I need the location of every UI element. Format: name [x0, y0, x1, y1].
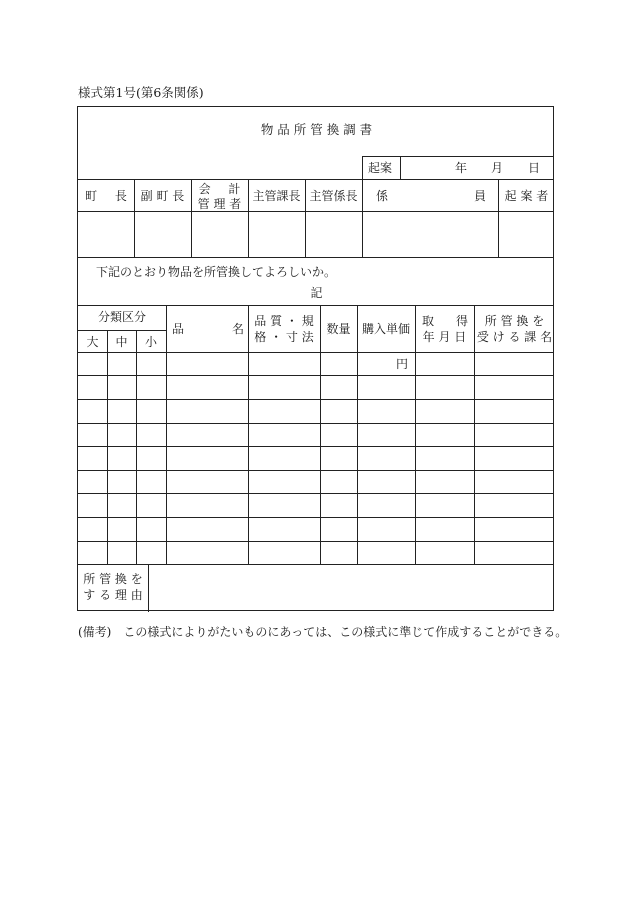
- quantity-header: 数量: [326, 322, 351, 336]
- reason-label-line1: 所 管 換 を: [83, 572, 143, 586]
- row-line-4: [78, 446, 553, 447]
- kian-month-label: 月: [491, 161, 504, 175]
- transfer-form: [77, 106, 554, 611]
- col-line-quality-quantity: [320, 305, 321, 564]
- col-line-dai-chu: [107, 330, 108, 564]
- items-header-top-line: [78, 305, 553, 306]
- hinmei-header-left: 品: [172, 322, 185, 336]
- col-line-price-acquired: [415, 305, 416, 564]
- kian-day-label: 日: [528, 161, 541, 175]
- items-header-bottom-line: [78, 352, 553, 353]
- kian-left-line: [362, 156, 363, 179]
- hinmei-header-right: 名: [232, 322, 245, 336]
- sho-header: 小: [144, 335, 157, 349]
- row-line-8: [78, 541, 553, 542]
- approver-shukankacho-label: 主管課長: [252, 189, 301, 203]
- ki-label: 記: [310, 286, 323, 300]
- classification-split-line: [78, 330, 166, 331]
- approval-header-bottom-line: [78, 211, 553, 212]
- approval-stamp-bottom-line: [78, 257, 553, 258]
- approver-fukuchocho-label: 副 町 長: [140, 189, 185, 203]
- kian-year-label: 年: [455, 161, 468, 175]
- approver-in-label: 員: [474, 189, 487, 203]
- dai-header: 大: [86, 335, 99, 349]
- kian-label-divider: [400, 156, 401, 179]
- form-title: 物 品 所 管 換 調 書: [260, 122, 373, 137]
- classification-header: 分類区分: [97, 310, 146, 324]
- acquired-header-left: 取: [422, 314, 435, 328]
- row-line-1: [78, 375, 553, 376]
- acquired-header-right: 得: [456, 314, 469, 328]
- approver-chocho-label: 町 長: [85, 189, 127, 203]
- reason-divider: [148, 564, 149, 612]
- col-line-acquired-receiving: [474, 305, 475, 564]
- row-line-2: [78, 399, 553, 400]
- row-line-9: [78, 564, 553, 565]
- row-line-3: [78, 423, 553, 424]
- remarks-note: [78, 623, 567, 640]
- form-number-label: 様式第1号(第6条関係): [78, 85, 204, 100]
- approver-shukankakaricho-label: 主管係長: [309, 189, 358, 203]
- receiving-header-line2: 受 け る 課 名: [476, 330, 553, 344]
- col-line-sho-hinmei: [166, 305, 167, 564]
- row-line-6: [78, 493, 553, 494]
- remarks-label: (備考): [78, 625, 112, 639]
- approver-kiansha-label: 起 案 者: [504, 189, 549, 203]
- approver-kaikei-label-line1: 会 計: [198, 182, 241, 196]
- approver-kakari-label: 係: [376, 189, 389, 203]
- kian-label: 起案: [368, 161, 393, 175]
- col-line-chu-sho: [136, 330, 137, 564]
- col-line-quantity-price: [357, 305, 358, 564]
- row-line-5: [78, 470, 553, 471]
- request-sentence: 下記のとおり物品を所管換してよろしいか。: [96, 265, 337, 279]
- quality-header-line1: 品 質 ・ 規: [254, 314, 314, 328]
- approval-divider-5: [362, 179, 363, 257]
- reason-label-line2: す る 理 由: [83, 588, 143, 602]
- receiving-header-line1: 所 管 換 を: [484, 314, 545, 328]
- yen-unit: 円: [396, 357, 409, 371]
- remarks-text: この様式によりがたいものにあっては、この様式に準じて作成することができる。: [123, 625, 568, 639]
- quality-header-line2: 格 ・ 寸 法: [254, 330, 314, 344]
- acquired-header-line2: 年 月 日: [422, 330, 467, 344]
- unit-price-header: 購入単価: [361, 322, 410, 336]
- approver-kaikei-label-line2: 管 理 者: [197, 197, 242, 211]
- col-line-hinmei-quality: [248, 305, 249, 564]
- kian-row-top-line: [362, 156, 553, 157]
- chu-header: 中: [115, 335, 128, 349]
- approval-header-top-line: [78, 179, 553, 180]
- row-line-7: [78, 517, 553, 518]
